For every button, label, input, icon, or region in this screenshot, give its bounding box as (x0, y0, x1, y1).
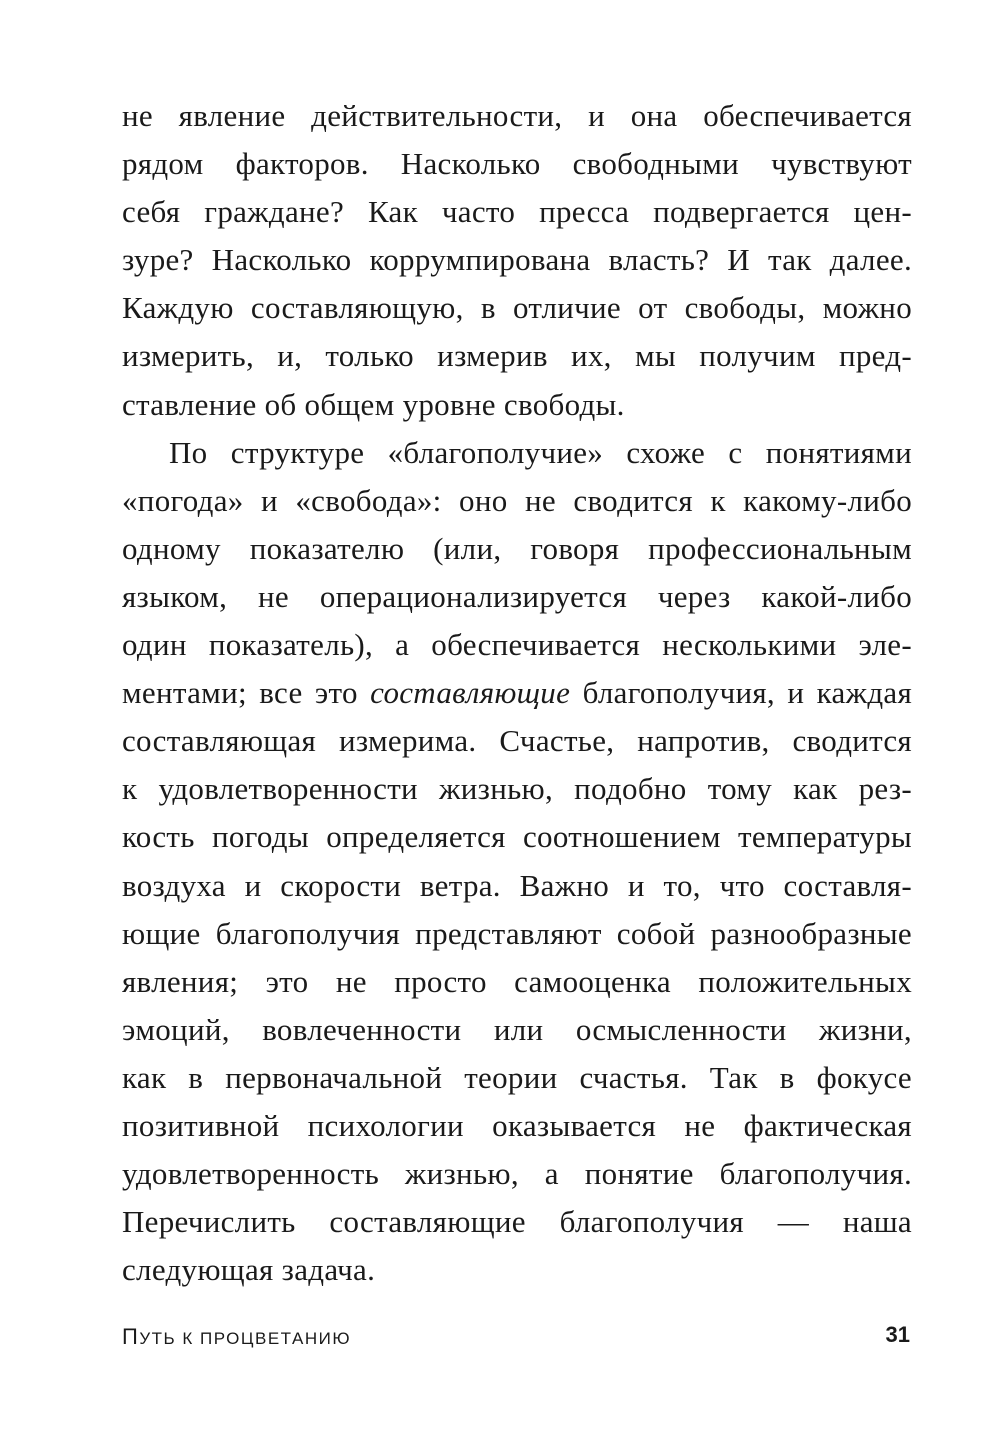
emphasized-word: составляющие (370, 675, 571, 711)
text-run: ментами; все это (122, 675, 371, 711)
paragraph (122, 429, 912, 1295)
text-line: рядом факторов. Насколько свободными чувствуют (122, 146, 912, 182)
text-line: Перечислить составляющие благополучия — наша (122, 1204, 912, 1240)
running-footer-title (122, 1324, 351, 1350)
text-line: один показатель), а обеспечивается несколькими эле- (122, 627, 912, 663)
text-line: измерить, и, только измерив их, мы получим пред- (122, 338, 912, 374)
text-line: «погода» и «свобода»: оно не сводится к какому-либо (122, 482, 912, 518)
text-line: следующая задача. (122, 1252, 376, 1288)
text-line: явления; это не просто самооценка положительных (122, 963, 912, 999)
text-line: кость погоды определяется соотношением температуры (122, 819, 912, 855)
text-line: не явление действительности, и она обеспечивается (122, 98, 912, 133)
text-line: зуре? Насколько коррумпирована власть? И так далее. (122, 242, 912, 278)
body-text (122, 92, 912, 1294)
paragraph (122, 92, 912, 429)
text-line: эмоций, вовлеченности или осмысленности жизни, (122, 1011, 912, 1047)
footer-title-initial: П (122, 1324, 140, 1349)
text-line: языком, не операционализируется через какой-либо (122, 578, 912, 614)
text-line: По структуре «благополучие» схоже с понятиями (169, 434, 912, 470)
text-line: ющие благополучия представляют собой разнообразные (122, 915, 912, 951)
text-line: себя граждане? Как часто пресса подвергается цен- (122, 194, 912, 230)
text-line: одному показателю (или, говоря профессиональным (122, 530, 912, 566)
text-run: благополучия, и каждая (570, 675, 912, 711)
text-line: Каждую составляющую, в отличие от свободы, можно (122, 290, 912, 326)
text-line-with-emphasis (122, 669, 912, 717)
text-line: удовлетворенность жизнью, а понятие благополучия. (122, 1156, 912, 1192)
footer-title-rest: УТЬ К ПРОЦВЕТАНИЮ (139, 1329, 351, 1348)
page-number: 31 (885, 1322, 910, 1347)
text-line: как в первоначальной теории счастья. Так в фокусе (122, 1059, 912, 1095)
text-line: позитивной психологии оказывается не фактическая (122, 1107, 912, 1143)
text-line: к удовлетворенности жизнью, подобно тому как рез- (122, 771, 912, 807)
text-line: ставление об общем уровне свободы. (122, 386, 625, 422)
text-line: воздуха и скорости ветра. Важно и то, что составля- (122, 867, 912, 903)
text-line: составляющая измерима. Счастье, напротив, сводится (122, 723, 912, 759)
